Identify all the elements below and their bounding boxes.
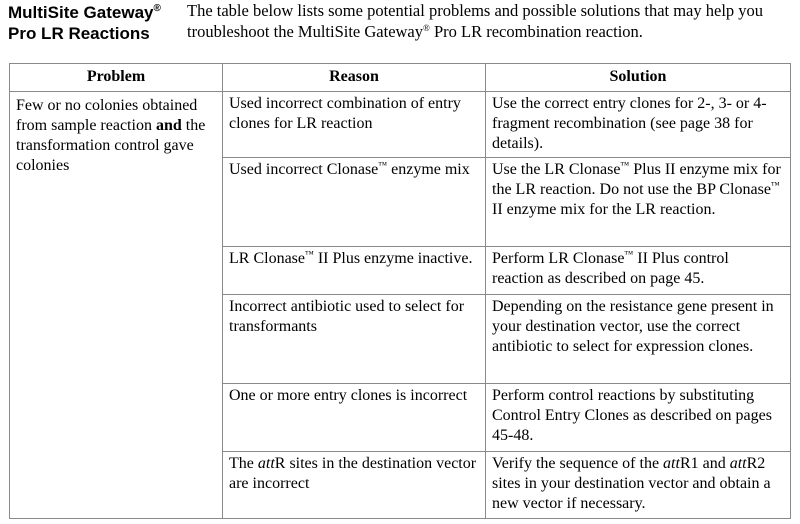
solution-cell: Perform control reactions by substituting Control Entry Clones as described on pages 45-48. (486, 384, 791, 452)
reason-cell: LR Clonase™ II Plus enzyme inactive. (223, 247, 486, 295)
solution-cell: Use the correct entry clones for 2-, 3- or 4-fragment recombination (see page 38 for details). (486, 92, 791, 158)
solution-cell: Perform LR Clonase™ II Plus control reaction as described on page 45. (486, 247, 791, 295)
problem-cell: Few or no colonies obtained from sample reaction and the transformation control gave colonies (10, 92, 223, 519)
reason-cell: Used incorrect combination of entry clones for LR reaction (223, 92, 486, 158)
header-solution: Solution (486, 64, 791, 92)
solution-cell: Depending on the resistance gene present in your destination vector, use the correct antibiotic to select for expression clones. (486, 295, 791, 384)
registered-mark: ® (153, 3, 161, 14)
reason-cell: Used incorrect Clonase™ enzyme mix (223, 158, 486, 247)
section-title-line2: Pro LR Reactions (8, 24, 150, 43)
registered-mark: ® (423, 23, 430, 33)
header-reason: Reason (223, 64, 486, 92)
intro-text: The table below lists some potential problems and possible solutions that may help you troubleshoot the MultiSite Gateway (187, 1, 764, 41)
section-title-line1: MultiSite Gateway (8, 3, 154, 22)
header-problem: Problem (10, 64, 223, 92)
table-row (10, 92, 791, 158)
solution-cell: Verify the sequence of the attR1 and attR2 sites in your destination vector and obtain a new vector if necessary. (486, 452, 791, 519)
intro-text-end: Pro LR recombination reaction. (429, 22, 643, 41)
troubleshooting-table (9, 63, 791, 519)
table-header-row (10, 64, 791, 92)
section-title (8, 2, 186, 44)
intro-paragraph (187, 0, 792, 42)
reason-cell: Incorrect antibiotic used to select for transformants (223, 295, 486, 384)
reason-cell: One or more entry clones is incorrect (223, 384, 486, 452)
reason-cell: The attR sites in the destination vector are incorrect (223, 452, 486, 519)
solution-cell: Use the LR Clonase™ Plus II enzyme mix for the LR reaction. Do not use the BP Clonase™ II enzyme mix for the LR reaction. (486, 158, 791, 247)
